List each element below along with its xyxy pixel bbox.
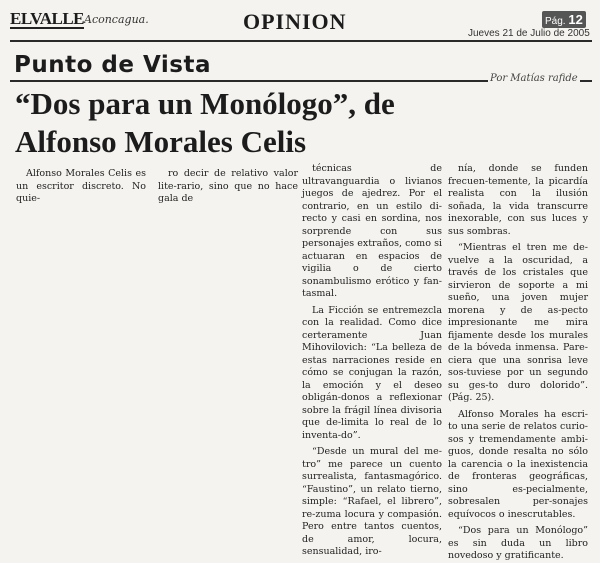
paragraph: “Mientras el tren me de-vuelve a la oscuridad, a través de los cristales que sirvieron de soporte a mi sueño, una joven mujer morena y de as-pecto impresionante me mira fijamente desde los murales de la bóveda inmensa. Pare-ciera que una sonrisa leve sos-tuviese por un segundo su ges-to duro dolorido”. (Pág. 25). [448,242,588,403]
column-title: Punto de Vista [14,52,211,78]
paragraph: nía, donde se funden frecuen-temente, la picardía realista con la ilusión soñada, la vida transcurre inexorable, con sus luces y sus sombras. [448,163,588,237]
page-badge [542,11,586,28]
header-divider [10,40,592,42]
article-column-3 [302,163,442,557]
headline-line-2: Alfonso Morales Celis [15,124,307,159]
article-column-4 [448,163,588,561]
newspaper-logo: ELVALLE [10,9,84,28]
paragraph: La Ficción se entremezcla con la realidad. Como dice certeramente Juan Mihovilovich: “La belleza de estas narraciones reside en cómo se conjugan la razón, la emoción y el deseo obligán-donos a reflexionar sobre la frágil línea divisoria que de-limita lo real de lo inventa-do”. [302,304,442,441]
page-label: Pág. [545,16,566,27]
page-number: 12 [568,12,583,27]
paragraph: técnicas de ultravanguardia o livianos juegos de ajedrez. Por el contrario, en un estilo di-recto y casi en sordina, nos sorprende con sus personajes extraños, como si actuaran en espacios de vigilia o de cierto sonambulismo erótico y fan-tasmal. [302,163,442,299]
section-label: OPINION [243,9,347,34]
paragraph: “Dos para un Monólogo” es sin duda un libro novedoso y gratificante. [448,525,588,561]
article-column-2 [158,168,298,204]
issue-date: Jueves 21 de Julio de 2005 [468,28,590,39]
paragraph: “Desde un mural del me-tro” me parece un cuento surrealista, fantasmagórico. “Faustino”, un relato tierno, simple: “Rafael, el librero”, re-zuma locura y compasión. Pero entre tantos cuentos, de amor, locura, sensualidad, iro- [302,446,442,557]
paragraph: Alfonso Morales Celis es un escritor discreto. No quie- [16,168,146,204]
paragraph: ro decir de relativo valor lite-rario, sino que no hace gala de [158,168,298,204]
byline: Por Matías rafide [490,73,578,84]
article-column-1 [16,168,146,204]
paragraph: Alfonso Morales ha escri-to una serie de relatos curio-sos y tremendamente ambi-guos, donde resalta no sólo la carencia o la inexistencia de fronteras geográficas, sino es-pecialmente, sobresalen per-sonajes equívocos o inescrutables. [448,408,588,520]
handwritten-note: Aconcagua. [84,13,149,26]
headline-line-1: “Dos para un Monólogo”, de [15,86,395,121]
